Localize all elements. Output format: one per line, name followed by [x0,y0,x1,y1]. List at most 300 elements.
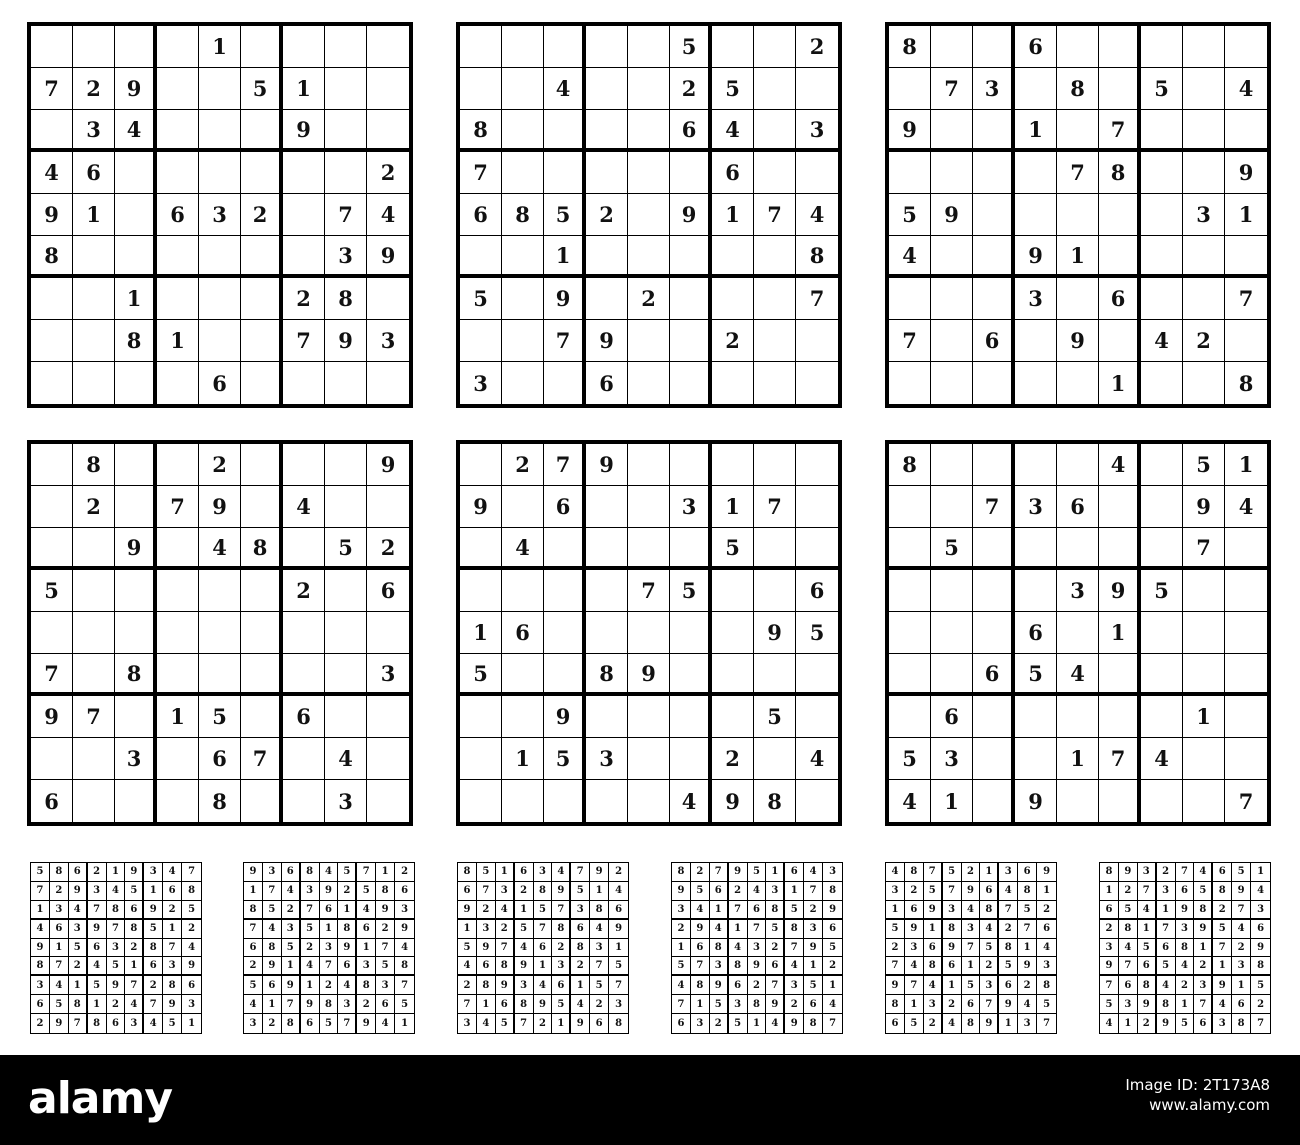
puzzle-cell[interactable] [1057,110,1099,152]
puzzle-cell[interactable] [754,444,796,486]
puzzle-cell[interactable] [157,152,199,194]
puzzle-cell[interactable] [325,570,367,612]
puzzle-cell[interactable] [460,570,502,612]
puzzle-cell[interactable] [73,236,115,278]
puzzle-cell[interactable] [115,444,157,486]
puzzle-cell[interactable] [73,26,115,68]
puzzle-cell[interactable] [1015,444,1057,486]
puzzle-cell[interactable] [1099,236,1141,278]
puzzle-cell[interactable] [502,362,544,404]
puzzle-cell[interactable] [973,236,1015,278]
puzzle-cell[interactable] [157,278,199,320]
puzzle-cell[interactable] [712,654,754,696]
puzzle-cell[interactable] [283,444,325,486]
puzzle-cell[interactable] [115,612,157,654]
puzzle-cell[interactable] [199,110,241,152]
puzzle-cell[interactable] [712,570,754,612]
puzzle-cell[interactable] [754,528,796,570]
puzzle-cell[interactable] [931,612,973,654]
puzzle-cell[interactable] [973,612,1015,654]
puzzle-cell[interactable] [712,444,754,486]
puzzle-cell[interactable] [460,68,502,110]
puzzle-cell[interactable] [586,696,628,738]
puzzle-cell[interactable] [241,278,283,320]
puzzle-cell[interactable] [670,152,712,194]
puzzle-cell[interactable] [712,612,754,654]
puzzle-cell[interactable] [241,320,283,362]
puzzle-cell[interactable] [628,780,670,822]
puzzle-cell[interactable] [628,110,670,152]
puzzle-cell[interactable] [73,528,115,570]
puzzle-cell[interactable] [367,110,409,152]
puzzle-cell[interactable] [283,194,325,236]
puzzle-cell[interactable] [115,696,157,738]
puzzle-cell[interactable] [1015,152,1057,194]
puzzle-cell[interactable] [241,152,283,194]
puzzle-cell[interactable] [931,444,973,486]
puzzle-cell[interactable] [73,654,115,696]
puzzle-cell[interactable] [1141,26,1183,68]
puzzle-cell[interactable] [502,68,544,110]
puzzle-cell[interactable] [754,110,796,152]
puzzle-cell[interactable] [796,486,838,528]
puzzle-cell[interactable] [1141,152,1183,194]
puzzle-cell[interactable] [973,738,1015,780]
puzzle-cell[interactable] [796,696,838,738]
puzzle-cell[interactable] [1099,696,1141,738]
puzzle-cell[interactable] [1141,444,1183,486]
puzzle-cell[interactable] [1141,486,1183,528]
puzzle-cell[interactable] [283,362,325,404]
puzzle-cell[interactable] [1057,444,1099,486]
puzzle-cell[interactable] [1225,110,1267,152]
puzzle-cell[interactable] [1225,26,1267,68]
puzzle-cell[interactable] [241,444,283,486]
puzzle-cell[interactable] [460,444,502,486]
puzzle-cell[interactable] [628,738,670,780]
puzzle-cell[interactable] [889,612,931,654]
puzzle-cell[interactable] [1015,528,1057,570]
puzzle-cell[interactable] [544,570,586,612]
puzzle-cell[interactable] [1141,654,1183,696]
puzzle-cell[interactable] [1183,152,1225,194]
puzzle-cell[interactable] [973,26,1015,68]
puzzle-cell[interactable] [670,696,712,738]
puzzle-cell[interactable] [283,26,325,68]
puzzle-cell[interactable] [325,26,367,68]
puzzle-cell[interactable] [502,236,544,278]
puzzle-cell[interactable] [1183,780,1225,822]
puzzle-cell[interactable] [889,362,931,404]
puzzle-cell[interactable] [796,654,838,696]
puzzle-cell[interactable] [367,362,409,404]
puzzle-cell[interactable] [283,654,325,696]
puzzle-cell[interactable] [796,528,838,570]
puzzle-cell[interactable] [367,612,409,654]
puzzle-cell[interactable] [544,26,586,68]
puzzle-cell[interactable] [502,486,544,528]
puzzle-cell[interactable] [1099,654,1141,696]
puzzle-cell[interactable] [670,236,712,278]
puzzle-cell[interactable] [199,612,241,654]
puzzle-cell[interactable] [325,152,367,194]
puzzle-cell[interactable] [973,110,1015,152]
puzzle-cell[interactable] [199,570,241,612]
puzzle-cell[interactable] [628,528,670,570]
puzzle-cell[interactable] [796,152,838,194]
puzzle-cell[interactable] [1099,320,1141,362]
puzzle-cell[interactable] [1057,194,1099,236]
puzzle-cell[interactable] [931,26,973,68]
puzzle-cell[interactable] [199,152,241,194]
puzzle-cell[interactable] [367,278,409,320]
puzzle-cell[interactable] [973,696,1015,738]
puzzle-cell[interactable] [73,738,115,780]
puzzle-cell[interactable] [31,528,73,570]
puzzle-cell[interactable] [31,486,73,528]
puzzle-cell[interactable] [283,152,325,194]
puzzle-cell[interactable] [1057,362,1099,404]
puzzle-cell[interactable] [283,612,325,654]
puzzle-cell[interactable] [544,152,586,194]
puzzle-cell[interactable] [1225,612,1267,654]
puzzle-cell[interactable] [199,654,241,696]
puzzle-cell[interactable] [502,780,544,822]
puzzle-cell[interactable] [31,738,73,780]
puzzle-cell[interactable] [586,780,628,822]
puzzle-cell[interactable] [628,444,670,486]
puzzle-cell[interactable] [544,654,586,696]
puzzle-cell[interactable] [1057,278,1099,320]
puzzle-cell[interactable] [586,486,628,528]
puzzle-cell[interactable] [502,654,544,696]
puzzle-cell[interactable] [586,110,628,152]
puzzle-cell[interactable] [502,110,544,152]
puzzle-cell[interactable] [1183,362,1225,404]
puzzle-cell[interactable] [1141,696,1183,738]
puzzle-cell[interactable] [283,780,325,822]
puzzle-cell[interactable] [1015,738,1057,780]
puzzle-cell[interactable] [367,68,409,110]
puzzle-cell[interactable] [325,612,367,654]
puzzle-cell[interactable] [31,362,73,404]
puzzle-cell[interactable] [670,654,712,696]
puzzle-cell[interactable] [754,362,796,404]
puzzle-cell[interactable] [628,194,670,236]
puzzle-cell[interactable] [1183,612,1225,654]
puzzle-cell[interactable] [754,738,796,780]
puzzle-cell[interactable] [325,444,367,486]
puzzle-cell[interactable] [1099,486,1141,528]
puzzle-cell[interactable] [889,68,931,110]
puzzle-cell[interactable] [628,486,670,528]
puzzle-cell[interactable] [367,738,409,780]
puzzle-cell[interactable] [199,236,241,278]
puzzle-cell[interactable] [115,26,157,68]
puzzle-cell[interactable] [502,696,544,738]
puzzle-cell[interactable] [115,780,157,822]
puzzle-cell[interactable] [115,194,157,236]
puzzle-cell[interactable] [241,780,283,822]
puzzle-cell[interactable] [460,26,502,68]
puzzle-cell[interactable] [157,236,199,278]
puzzle-cell[interactable] [460,738,502,780]
puzzle-cell[interactable] [628,152,670,194]
puzzle-cell[interactable] [1141,362,1183,404]
puzzle-cell[interactable] [712,278,754,320]
puzzle-cell[interactable] [157,570,199,612]
puzzle-cell[interactable] [796,780,838,822]
puzzle-cell[interactable] [712,362,754,404]
puzzle-cell[interactable] [754,278,796,320]
puzzle-cell[interactable] [1099,194,1141,236]
puzzle-cell[interactable] [241,696,283,738]
puzzle-cell[interactable] [1141,612,1183,654]
puzzle-cell[interactable] [754,26,796,68]
puzzle-cell[interactable] [1057,696,1099,738]
puzzle-cell[interactable] [502,320,544,362]
puzzle-cell[interactable] [367,26,409,68]
puzzle-cell[interactable] [889,570,931,612]
puzzle-cell[interactable] [1141,528,1183,570]
puzzle-cell[interactable] [241,236,283,278]
puzzle-cell[interactable] [1225,696,1267,738]
puzzle-cell[interactable] [73,780,115,822]
puzzle-cell[interactable] [1183,68,1225,110]
puzzle-cell[interactable] [1015,68,1057,110]
puzzle-cell[interactable] [586,570,628,612]
puzzle-cell[interactable] [973,570,1015,612]
puzzle-cell[interactable] [931,278,973,320]
puzzle-cell[interactable] [241,110,283,152]
puzzle-cell[interactable] [628,362,670,404]
puzzle-cell[interactable] [157,654,199,696]
puzzle-cell[interactable] [325,486,367,528]
puzzle-cell[interactable] [931,236,973,278]
puzzle-cell[interactable] [325,362,367,404]
puzzle-cell[interactable] [754,570,796,612]
puzzle-cell[interactable] [367,780,409,822]
puzzle-cell[interactable] [1183,278,1225,320]
puzzle-cell[interactable] [157,738,199,780]
puzzle-cell[interactable] [670,444,712,486]
puzzle-cell[interactable] [31,26,73,68]
puzzle-cell[interactable] [31,278,73,320]
puzzle-cell[interactable] [1015,320,1057,362]
puzzle-cell[interactable] [157,780,199,822]
puzzle-cell[interactable] [157,68,199,110]
puzzle-cell[interactable] [1141,780,1183,822]
puzzle-cell[interactable] [586,68,628,110]
puzzle-cell[interactable] [1183,110,1225,152]
puzzle-cell[interactable] [115,236,157,278]
puzzle-cell[interactable] [931,362,973,404]
puzzle-cell[interactable] [973,362,1015,404]
puzzle-cell[interactable] [199,68,241,110]
puzzle-cell[interactable] [796,444,838,486]
puzzle-cell[interactable] [460,236,502,278]
puzzle-cell[interactable] [157,528,199,570]
puzzle-cell[interactable] [796,362,838,404]
puzzle-cell[interactable] [1225,570,1267,612]
puzzle-cell[interactable] [241,362,283,404]
puzzle-cell[interactable] [73,278,115,320]
puzzle-cell[interactable] [1099,528,1141,570]
puzzle-cell[interactable] [712,26,754,68]
puzzle-cell[interactable] [754,320,796,362]
puzzle-cell[interactable] [502,152,544,194]
puzzle-cell[interactable] [670,528,712,570]
puzzle-cell[interactable] [502,570,544,612]
puzzle-cell[interactable] [73,320,115,362]
puzzle-cell[interactable] [241,654,283,696]
puzzle-cell[interactable] [1057,612,1099,654]
puzzle-cell[interactable] [586,528,628,570]
puzzle-cell[interactable] [31,320,73,362]
puzzle-cell[interactable] [889,696,931,738]
puzzle-cell[interactable] [1183,26,1225,68]
puzzle-cell[interactable] [325,110,367,152]
puzzle-cell[interactable] [544,528,586,570]
puzzle-cell[interactable] [754,152,796,194]
puzzle-cell[interactable] [1183,738,1225,780]
puzzle-cell[interactable] [889,152,931,194]
puzzle-cell[interactable] [586,278,628,320]
puzzle-cell[interactable] [199,320,241,362]
puzzle-cell[interactable] [241,570,283,612]
puzzle-cell[interactable] [670,278,712,320]
puzzle-cell[interactable] [1225,528,1267,570]
puzzle-cell[interactable] [1099,780,1141,822]
puzzle-cell[interactable] [1141,110,1183,152]
puzzle-cell[interactable] [283,236,325,278]
puzzle-cell[interactable] [931,152,973,194]
puzzle-cell[interactable] [670,738,712,780]
puzzle-cell[interactable] [73,570,115,612]
puzzle-cell[interactable] [1057,528,1099,570]
puzzle-cell[interactable] [586,612,628,654]
puzzle-cell[interactable] [1099,68,1141,110]
puzzle-cell[interactable] [670,612,712,654]
puzzle-cell[interactable] [1225,738,1267,780]
puzzle-cell[interactable] [754,68,796,110]
puzzle-cell[interactable] [31,444,73,486]
puzzle-cell[interactable] [283,528,325,570]
puzzle-cell[interactable] [796,320,838,362]
puzzle-cell[interactable] [325,68,367,110]
puzzle-cell[interactable] [754,654,796,696]
puzzle-cell[interactable] [889,278,931,320]
puzzle-cell[interactable] [544,612,586,654]
puzzle-cell[interactable] [1015,696,1057,738]
puzzle-cell[interactable] [1057,26,1099,68]
puzzle-cell[interactable] [931,320,973,362]
puzzle-cell[interactable] [241,486,283,528]
puzzle-cell[interactable] [73,612,115,654]
puzzle-cell[interactable] [586,152,628,194]
puzzle-cell[interactable] [31,612,73,654]
puzzle-cell[interactable] [889,528,931,570]
puzzle-cell[interactable] [1183,654,1225,696]
puzzle-cell[interactable] [115,486,157,528]
puzzle-cell[interactable] [1015,362,1057,404]
puzzle-cell[interactable] [973,528,1015,570]
puzzle-cell[interactable] [115,152,157,194]
puzzle-cell[interactable] [1141,194,1183,236]
puzzle-cell[interactable] [1141,236,1183,278]
puzzle-cell[interactable] [712,236,754,278]
puzzle-cell[interactable] [1099,26,1141,68]
puzzle-cell[interactable] [1015,570,1057,612]
puzzle-cell[interactable] [889,486,931,528]
puzzle-cell[interactable] [1183,570,1225,612]
puzzle-cell[interactable] [973,444,1015,486]
puzzle-cell[interactable] [628,236,670,278]
puzzle-cell[interactable] [157,110,199,152]
puzzle-cell[interactable] [502,278,544,320]
puzzle-cell[interactable] [973,278,1015,320]
puzzle-cell[interactable] [628,26,670,68]
puzzle-cell[interactable] [31,110,73,152]
puzzle-cell[interactable] [115,570,157,612]
puzzle-cell[interactable] [1225,654,1267,696]
puzzle-cell[interactable] [157,362,199,404]
puzzle-cell[interactable] [367,696,409,738]
puzzle-cell[interactable] [628,68,670,110]
puzzle-cell[interactable] [754,236,796,278]
puzzle-cell[interactable] [628,320,670,362]
puzzle-cell[interactable] [628,696,670,738]
puzzle-cell[interactable] [973,152,1015,194]
puzzle-cell[interactable] [973,194,1015,236]
puzzle-cell[interactable] [325,696,367,738]
puzzle-cell[interactable] [544,110,586,152]
puzzle-cell[interactable] [670,362,712,404]
puzzle-cell[interactable] [1225,236,1267,278]
puzzle-cell[interactable] [460,696,502,738]
puzzle-cell[interactable] [502,26,544,68]
puzzle-cell[interactable] [115,362,157,404]
puzzle-cell[interactable] [1015,194,1057,236]
puzzle-cell[interactable] [586,26,628,68]
puzzle-cell[interactable] [460,780,502,822]
puzzle-cell[interactable] [931,570,973,612]
puzzle-cell[interactable] [931,486,973,528]
puzzle-cell[interactable] [544,362,586,404]
puzzle-cell[interactable] [889,654,931,696]
puzzle-cell[interactable] [670,320,712,362]
puzzle-cell[interactable] [241,612,283,654]
puzzle-cell[interactable] [973,780,1015,822]
puzzle-cell[interactable] [157,444,199,486]
puzzle-cell[interactable] [544,780,586,822]
puzzle-cell[interactable] [931,110,973,152]
puzzle-cell[interactable] [931,654,973,696]
puzzle-cell[interactable] [1057,780,1099,822]
puzzle-cell[interactable] [460,320,502,362]
puzzle-cell[interactable] [460,528,502,570]
puzzle-cell[interactable] [712,696,754,738]
puzzle-cell[interactable] [628,612,670,654]
puzzle-cell[interactable] [73,362,115,404]
puzzle-cell[interactable] [1183,236,1225,278]
puzzle-cell[interactable] [325,654,367,696]
puzzle-cell[interactable] [586,236,628,278]
puzzle-cell[interactable] [367,486,409,528]
puzzle-cell[interactable] [796,68,838,110]
puzzle-cell[interactable] [157,612,199,654]
puzzle-cell[interactable] [1141,278,1183,320]
